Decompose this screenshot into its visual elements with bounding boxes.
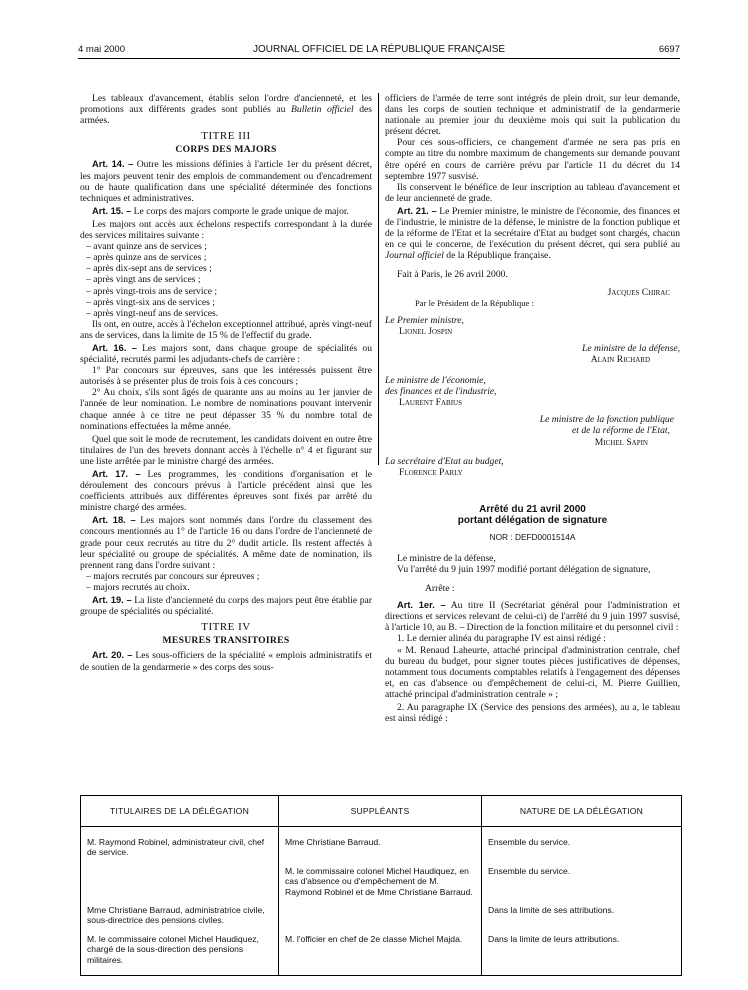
titre-iv-subtitle: MESURES TRANSITOIRES [162, 635, 290, 647]
signature-budget-title: La secrétaire d'Etat au budget, [385, 455, 504, 467]
table-cell: M. l'officier en chef de 2e classe Michel Majda. [279, 930, 482, 975]
arrete-title: Arrêté du 21 avril 2000 [479, 503, 586, 515]
table-cell: Mme Christiane Barraud. [279, 827, 482, 862]
list-item: – après vingt-six ans de services ; [86, 296, 215, 308]
list-item: – majors recrutés au choix. [86, 581, 190, 593]
signature-eco-title: Le ministre de l'économie, [385, 375, 486, 387]
list-item: – majors recrutés par concours sur épreuves ; [86, 570, 260, 582]
signature-budget-name: Florence Parly [399, 466, 463, 478]
table-cell: Ensemble du service. [488, 837, 571, 847]
paragraph: officiers de l'armée de terre sont intégrés de plein droit, sur leur demande, dans les corps de soutien technique et administratif de la gendarmerie nationale au premier jour du deuxième mois qui suit la publication du présent décret. [385, 93, 680, 138]
column-header: NATURE DE LA DÉLÉGATION [482, 796, 682, 827]
paragraph: 1. Le dernier alinéa du paragraphe IV est ainsi rédigé : [397, 633, 606, 645]
list-item: – après vingt-neuf ans de services. [86, 307, 219, 319]
article-15: Art. 15. – Le corps des majors comporte le grade unique de major. [92, 205, 349, 217]
paragraph: 1° Par concours sur épreuves, sans que les intéressés puissent être autorisés à se présenter plus de trois fois à ces concours ; [80, 365, 372, 388]
table-cell: M. le commissaire colonel Michel Haudiquez, en cas d'absence ou d'empêchement de M. Raymond Robinel et de Mme Christiane Barraud. [279, 862, 482, 901]
list-item: – après vingt ans de services ; [86, 274, 201, 286]
signature-pm-name: Lionel Jospin [399, 325, 453, 337]
table-row [81, 901, 681, 930]
right-column [385, 93, 680, 724]
signature-pm-title: Le Premier ministre, [385, 314, 464, 326]
table-cell: Dans la limite de leurs attributions. [488, 933, 620, 944]
paragraph: 2° Au choix, s'ils sont âgés de quarante ans au moins au 1er janvier de l'année de leur nomination. Le nombre de nominations pouvant intervenir chaque année à ce titre ne peut dépasser 35 % du nombre total de nominations effectuées la même année. [80, 387, 372, 432]
table-row [81, 930, 681, 975]
header-date: 4 mai 2000 [78, 44, 126, 55]
paragraph: Ils ont, en outre, accès à l'échelon exceptionnel attribué, après vingt-neuf ans de services, dans la limite de 15 % de l'effectif du grade. [80, 318, 372, 341]
table-cell: M. Raymond Robinel, administrateur civil, chef de service. [81, 827, 279, 862]
paragraph: Vu l'arrêté du 9 juin 1997 modifié portant délégation de signature, [397, 564, 651, 575]
table-cell: Mme Christiane Barraud, administratrice civile, sous-directrice des pensions civiles. [81, 901, 279, 930]
article-21: Art. 21. – Le Premier ministre, le ministre de l'économie, des finances et de l'industrie, le ministre de la défense, le ministre de la fonction publique et de la réforme de l'Etat et la secrétaire d'Etat au budget sont chargés, chacun en ce qui le concerne, de l'exécution du présent décret, qui sera publié au Journal officiel de la République française. [385, 205, 680, 262]
arrete-subtitle: portant délégation de signature [457, 515, 608, 527]
paragraph: Les majors ont accès aux échelons respectifs correspondant à la durée des services militaires suivante : [80, 218, 372, 242]
titre-iv: TITRE IV [201, 621, 251, 634]
titre-iii: TITRE III [201, 130, 251, 143]
par-le-president: Par le Président de la République : [415, 297, 534, 308]
column-header: TITULAIRES DE LA DÉLÉGATION [81, 796, 279, 827]
paragraph: Quel que soit le mode de recrutement, les candidats doivent en outre être titulaires de l'un des brevets donnant accès à l'échelle n° 4 et figurant sur une liste arrêtée par le ministre chargé des armées. [80, 433, 372, 467]
paragraph: 2. Au paragraphe IX (Service des pensions des armées), au a, le tableau est ainsi rédigé : [385, 702, 680, 725]
table-cell [81, 862, 279, 901]
signature-fp-name: Michel Sapin [594, 436, 648, 448]
left-column [80, 93, 372, 673]
paragraph: Le ministre de la défense, [397, 552, 496, 564]
nor-reference: NOR : DEFD0001514A [489, 531, 576, 542]
signature-eco-name: Laurent Fabius [399, 397, 462, 409]
article-17: Art. 17. – Les programmes, les conditions d'organisation et le déroulement des concours prévus à l'article précédent ainsi que les coefficients attribués aux différentes épreuves sont fixés par arrêté du ministre chargé des armées. [80, 469, 373, 514]
article-18: Art. 18. – Les majors sont nommés dans l'ordre du classement des concours mentionnés au 1° de l'article 16 ou dans l'ordre de l'ancienneté de grade pour ceux recrutés au titre du 2° dudit article. Ils restent affectés à leur spécialité ou groupe de spécialités. A même date de nomination, ils prennent rang dans l'ordre suivant : [80, 515, 372, 571]
table-cell: M. le commissaire colonel Michel Haudiquez, chargé de la sous-direction des pensions militaires. [81, 930, 279, 975]
header-journal-title: JOURNAL OFFICIEL DE LA RÉPUBLIQUE FRANÇAISE [252, 44, 506, 55]
arrete-word: Arrête : [425, 583, 455, 595]
list-item: – après vingt-trois ans de service ; [86, 285, 218, 297]
column-divider [378, 93, 379, 465]
page-header [78, 44, 680, 59]
signature-defense-name: Alain Richard [590, 353, 650, 365]
list-item: – après dix-sept ans de services ; [86, 263, 212, 275]
header-page-number: 6697 [658, 44, 680, 55]
paragraph: Pour ces sous-officiers, ce changement d'armée ne sera pas pris en compte au titre du nombre maximum de changements sur demande pouvant être opéré en cours de carrière prévu par l'article 11 du décret du 14 septembre 1977 susvisé. [385, 137, 680, 182]
article-19: Art. 19. – La liste d'ancienneté du corps des majors peut être établie par groupe de spécialités ou spécialité. [80, 595, 372, 618]
table-row [81, 827, 681, 862]
article-14: Art. 14. – Outre les missions définies à l'article 1er du présent décret, les majors peuvent tenir des emplois de commandement ou d'encadrement ou de haute qualification dans une spécialité déterminée des fonctions techniques et administratives. [80, 159, 372, 204]
signature-date: Fait à Paris, le 26 avril 2000. [397, 269, 508, 281]
article-1: Art. 1er. – Au titre II (Secrétariat général pour l'administration et directions et services relevant de celui-ci) de l'arrêté du 9 juin 1997 susvisé, à l'article 10, au B. – Direction de la fonction militaire et du personnel civil : [385, 600, 680, 634]
titre-iii-subtitle: CORPS DES MAJORS [175, 144, 277, 156]
table-cell [279, 901, 482, 930]
signature-eco-title: des finances et de l'industrie, [385, 386, 497, 398]
delegation-table [80, 795, 682, 976]
paragraph: « M. Renaud Laheurte, attaché principal d'administration centrale, chef du bureau du budget, pour signer toutes pièces justificatives de dépenses, notamment tous documents comptables relatifs à l'engagement des dépenses et, en cas d'absence ou d'empêchement de celui-ci, M. Pierre Guillien, attaché principal d'administration centrale » ; [385, 644, 680, 700]
list-item: – après quinze ans de services ; [86, 252, 207, 264]
table-cell: Dans la limite de ses attributions. [488, 905, 615, 916]
table-cell: Ensemble du service. [488, 865, 571, 876]
signature-fp-title: et de la réforme de l'Etat, [572, 425, 670, 437]
paragraph: Les tableaux d'avancement, établis selon l'ordre d'ancienneté, et les promotions aux différents grades sont publiés au Bulletin officiel des armées. [80, 93, 373, 127]
article-16: Art. 16. – Les majors sont, dans chaque groupe de spécialités ou spécialité, recrutés parmi les adjudants-chefs de carrière : [80, 342, 372, 366]
paragraph: Ils conservent le bénéfice de leur inscription au tableau d'avancement et de leur ancienneté de grade. [385, 181, 680, 204]
table-header-row [81, 796, 681, 827]
article-20: Art. 20. – Les sous-officiers de la spécialité « emplois administratifs et de soutien de la gendarmerie » des corps des sous- [80, 650, 372, 673]
signature-fp-title: Le ministre de la fonction publique [539, 414, 674, 426]
column-header: SUPPLÉANTS [279, 796, 482, 827]
list-item: – avant quinze ans de services ; [86, 241, 207, 253]
table-row [81, 862, 681, 901]
signature-president: Jacques Chirac [607, 286, 670, 298]
signature-defense-title: Le ministre de la défense, [582, 342, 680, 354]
